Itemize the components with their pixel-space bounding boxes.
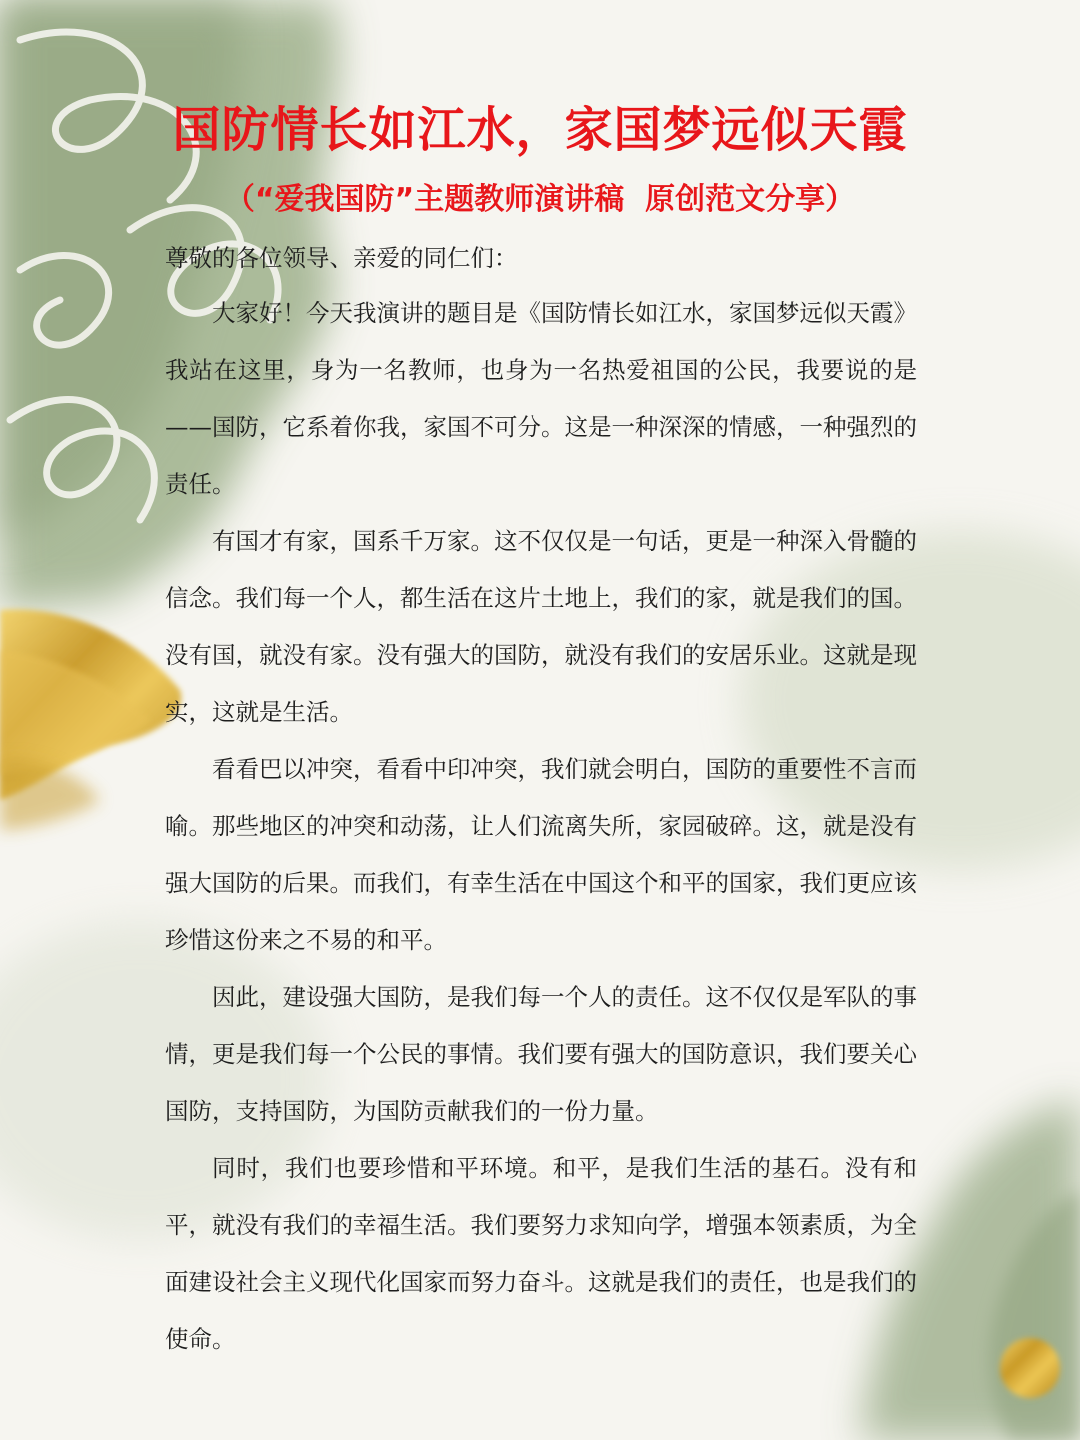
paragraph: 有国才有家，国系千万家。这不仅仅是一句话，更是一种深入骨髓的信念。我们每一个人，都生活在这片土地上，我们的家，就是我们的国。没有国，就没有家。没有强大的国防，就没有我们的安居乐业。这就是现实，这就是生活。 bbox=[165, 527, 917, 726]
speech-body bbox=[165, 285, 917, 1368]
paragraph: 看看巴以冲突，看看中印冲突，我们就会明白，国防的重要性不言而喻。那些地区的冲突和动荡，让人们流离失所，家园破碎。这，就是没有强大国防的后果。而我们，有幸生活在中国这个和平的国家，我们更应该珍惜这份来之不易的和平。 bbox=[165, 755, 917, 954]
document-subtitle: （“爱我国防”主题教师演讲稿 原创范文分享） bbox=[224, 182, 856, 217]
greeting-line: 尊敬的各位领导、亲爱的同仁们： bbox=[165, 244, 518, 272]
paragraph: 因此，建设强大国防，是我们每一个人的责任。这不仅仅是军队的事情，更是我们每一个公民的事情。我们要有强大的国防意识，我们要关心国防，支持国防，为国防贡献我们的一份力量。 bbox=[165, 983, 917, 1125]
paragraph: 同时，我们也要珍惜和平环境。和平，是我们生活的基石。没有和平，就没有我们的幸福生活。我们要努力求知向学，增强本领素质，为全面建设社会主义现代化国家而努力奋斗。这就是我们的责任，也是我们的使命。 bbox=[165, 1154, 917, 1353]
paragraph: 大家好！今天我演讲的题目是《国防情长如江水，家国梦远似天霞》我站在这里，身为一名教师，也身为一名热爱祖国的公民，我要说的是——国防，它系着你我，家国不可分。这是一种深深的情感，一种强烈的责任。 bbox=[165, 299, 917, 498]
document-title: 国防情长如江水，家国梦远似天霞 bbox=[172, 102, 908, 158]
